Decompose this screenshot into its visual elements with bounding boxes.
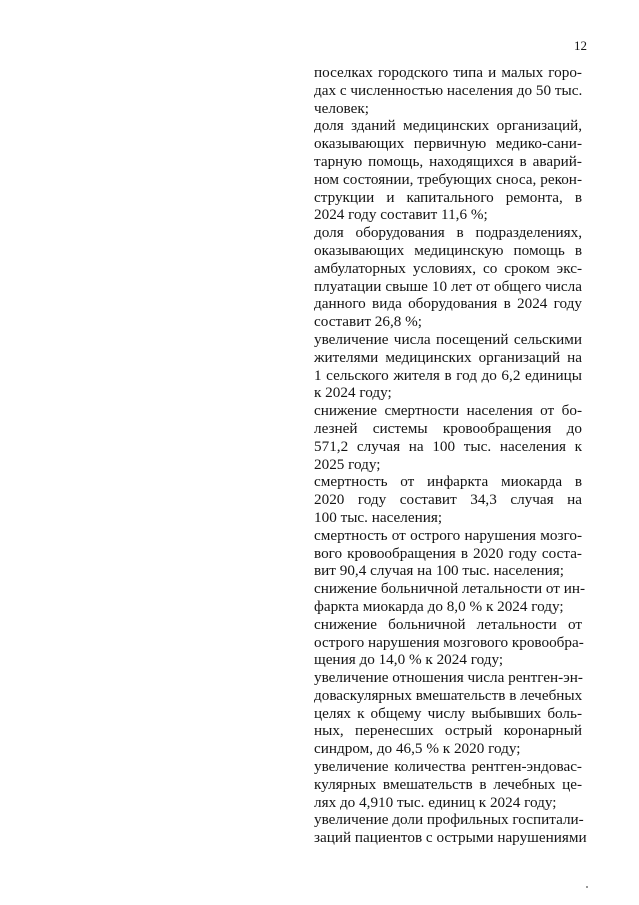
text-column [314, 64, 587, 847]
text-line: человек; [314, 99, 369, 117]
text-line: снижение больничной летальности от [314, 615, 582, 633]
page-number: 12 [574, 38, 587, 53]
text-line: струкции и капитального ремонта, в [314, 188, 582, 206]
text-line: лях до 4,910 тыс. единиц к 2024 году; [314, 793, 557, 811]
text-line: снижение больничной летальности от ин- [314, 580, 586, 598]
text-line: увеличение числа посещений сельскими [314, 330, 582, 348]
text-line: кулярных вмешательств в лечебных це- [314, 775, 582, 793]
paragraph [314, 224, 582, 331]
paragraph [314, 616, 582, 669]
text-line: щения до 14,0 % к 2024 году; [314, 651, 504, 669]
text-line: вого кровообращения в 2020 году соста- [314, 544, 582, 562]
text-line: доля оборудования в подразделениях, [314, 224, 582, 242]
text-line: 571,2 случая на 100 тыс. населения к [314, 437, 582, 455]
text-line: доля зданий медицинских организаций, [314, 117, 582, 135]
paragraph [314, 811, 587, 847]
text-line: смертность от инфаркта миокарда в [314, 473, 582, 491]
text-line: оказывающих медицинскую помощь в [314, 241, 582, 259]
text-line: дах с численностью населения до 50 тыс. [314, 81, 583, 99]
paragraph [314, 669, 582, 758]
text-line: синдром, до 46,5 % к 2020 году; [314, 740, 521, 758]
text-line: 1 сельского жителя в год до 6,2 единицы [314, 366, 582, 384]
text-line: поселках городского типа и малых горо- [314, 64, 582, 81]
text-line: острого нарушения мозгового кровообра- [314, 633, 584, 651]
text-line: увеличение отношения числа рентген-эн- [314, 669, 583, 687]
paragraph [314, 527, 582, 580]
text-line: жителями медицинских организаций на [314, 348, 582, 366]
text-line: к 2024 году; [314, 384, 392, 402]
paragraph [314, 331, 582, 402]
paragraph [314, 64, 582, 117]
text-line: фаркта миокарда до 8,0 % к 2024 году; [314, 597, 564, 615]
text-line: тарную помощь, находящихся в аварий- [314, 152, 582, 170]
text-line: амбулаторных условиях, со сроком экс- [314, 259, 582, 277]
text-line: 2020 году составит 34,3 случая на [314, 491, 582, 509]
paragraph [314, 117, 582, 224]
paragraph [314, 580, 586, 616]
text-line: 100 тыс. населения; [314, 508, 443, 526]
scan-speck [586, 886, 588, 888]
text-line: данного вида оборудования в 2024 году [314, 295, 582, 313]
paragraph [314, 402, 582, 473]
text-line: увеличение доли профильных госпитали- [314, 811, 584, 829]
text-line: смертность от острого нарушения мозго- [314, 526, 582, 544]
text-line: ных, перенесших острый коронарный [314, 722, 582, 740]
text-line: 2024 году составит 11,6 %; [314, 206, 488, 224]
text-line: увеличение количества рентген-эндовас- [314, 758, 582, 776]
text-line: целях к общему числу выбывших боль- [314, 704, 582, 722]
text-line: доваскулярных вмешательств в лечебных [314, 686, 583, 704]
text-line: составит 26,8 %; [314, 313, 422, 331]
text-line: заций пациентов с острыми нарушениями [314, 829, 587, 847]
paragraph [314, 473, 582, 526]
paragraph [314, 758, 582, 811]
text-line: лезней системы кровообращения до [314, 419, 582, 437]
text-line: плуатации свыше 10 лет от общего числа [314, 277, 582, 295]
text-line: ном состоянии, требующих сноса, рекон- [314, 170, 582, 188]
text-line: 2025 году; [314, 455, 381, 473]
text-line: оказывающих первичную медико-сани- [314, 135, 582, 153]
text-line: снижение смертности населения от бо- [314, 402, 582, 420]
text-line: вит 90,4 случая на 100 тыс. населения; [314, 562, 564, 580]
